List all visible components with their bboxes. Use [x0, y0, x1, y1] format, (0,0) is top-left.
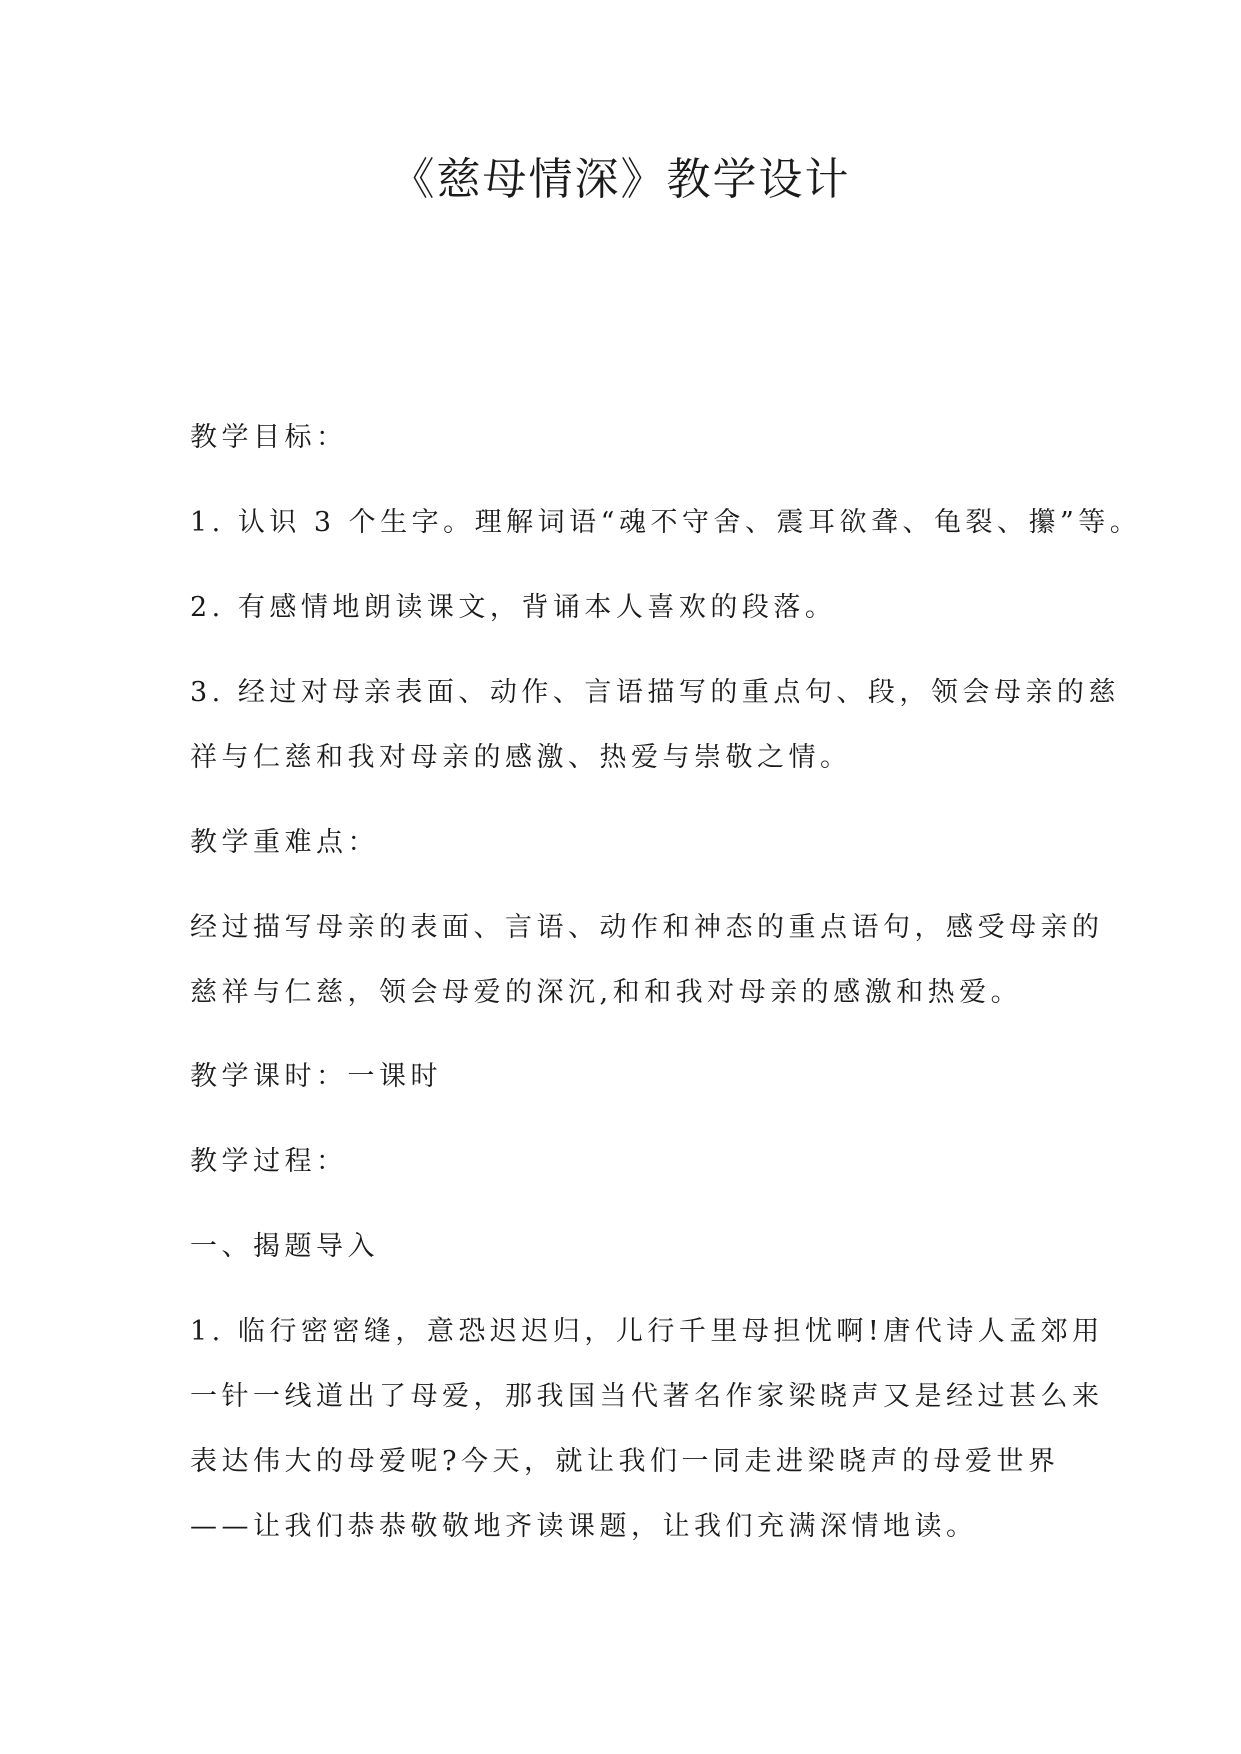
paragraph-1-line-4: ——让我们恭恭敬敬地齐读课题，让我们充满深情地读。 — [190, 1511, 978, 1542]
paragraph-1-line-1: 1. 临行密密缝，意恐迟迟归，儿行千里母担忧啊!唐代诗人孟郊用 — [190, 1316, 1104, 1347]
section-1-heading: 一、揭题导入 — [190, 1231, 379, 1262]
paragraph-1-line-3: 表达伟大的母爱呢?今天，就让我们一同走进梁晓声的母爱世界 — [190, 1446, 1060, 1477]
key-points-heading: 教学重难点： — [190, 827, 379, 858]
process-heading: 教学过程： — [190, 1146, 348, 1177]
page-title: 《慈母情深》教学设计 — [390, 154, 851, 205]
class-hours: 教学课时：一课时 — [190, 1061, 442, 1092]
key-points-line-1: 经过描写母亲的表面、言语、动作和神态的重点语句，感受母亲的 — [190, 912, 1104, 943]
objective-3-line-2: 祥与仁慈和我对母亲的感激、热爱与崇敬之情。 — [190, 742, 852, 773]
objective-2: 2. 有感情地朗读课文，背诵本人喜欢的段落。 — [190, 592, 837, 623]
key-points-line-2: 慈祥与仁慈，领会母爱的深沉,和和我对母亲的感激和热爱。 — [190, 977, 1023, 1008]
objective-1: 1. 认识 3 个生字。理解词语“魂不守舍、震耳欲聋、龟裂、攥”等。 — [190, 507, 1142, 538]
paragraph-1-line-2: 一针一线道出了母爱，那我国当代著名作家梁晓声又是经过甚么来 — [190, 1381, 1104, 1412]
objective-3-line-1: 3. 经过对母亲表面、动作、言语描写的重点句、段，领会母亲的慈 — [190, 677, 1120, 708]
objectives-heading: 教学目标： — [190, 422, 348, 453]
